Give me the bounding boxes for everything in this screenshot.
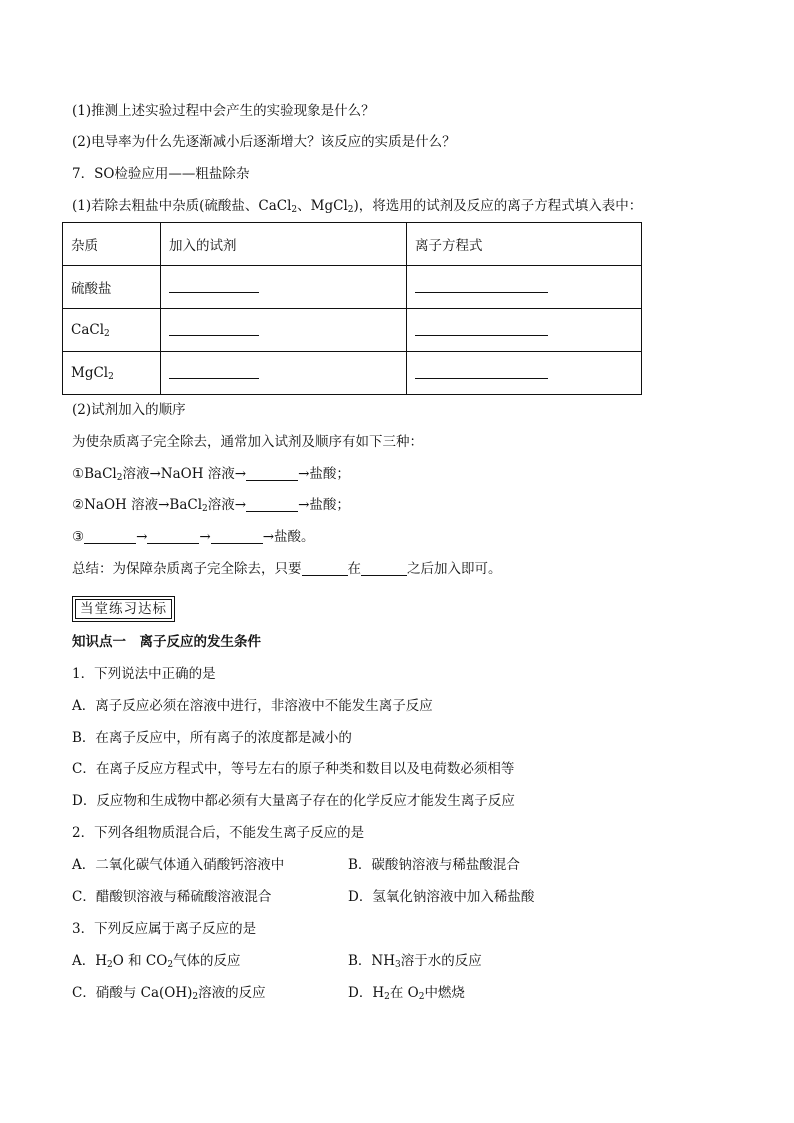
answer-blank[interactable] <box>147 529 199 544</box>
reagent-blank[interactable] <box>161 309 407 352</box>
reagent-blank[interactable] <box>161 266 407 309</box>
answer-blank[interactable] <box>211 529 263 544</box>
option-1b: B．在离子反应中，所有离子的浓度都是减小的 <box>72 730 352 746</box>
option-2d: D．氢氧化钠溶液中加入稀盐酸 <box>348 889 535 905</box>
practice-box-title: 当堂练习达标 <box>72 596 175 622</box>
order-summary: 总结：为保障杂质离子完全除去，只要 在 之后加入即可。 <box>72 561 502 577</box>
practice-question-3: 3．下列反应属于离子反应的是 <box>72 921 257 937</box>
order-option-2: ②NaOH 溶液→BaCl$_2$溶液→ →盐酸； <box>72 497 350 514</box>
option-3b: B．$NH_3$溶于水的反应 <box>348 953 482 970</box>
section-7-heading: 7．SO检验应用——粗盐除杂 <box>72 166 250 182</box>
answer-blank[interactable] <box>361 561 407 576</box>
impurity-cell: 硫酸盐 <box>63 266 161 309</box>
impurity-cell: MgCl$_2$ <box>63 352 161 395</box>
order-title: (2)试剂加入的顺序 <box>72 402 186 418</box>
question-2-text: (2)电导率为什么先逐渐减小后逐渐增大？该反应的实质是什么？ <box>72 134 456 150</box>
option-3a: A．$H_2O$ 和 $CO_2$气体的反应 <box>72 953 241 970</box>
answer-blank[interactable] <box>246 466 298 481</box>
option-2a: A．二氧化碳气体通入硝酸钙溶液中 <box>72 857 285 873</box>
answer-blank[interactable] <box>246 497 298 512</box>
option-1d: D．反应物和生成物中都必须有大量离子存在的化学反应才能发生离子反应 <box>72 793 515 809</box>
order-option-1: ①BaCl$_2$溶液→NaOH 溶液→ →盐酸； <box>72 466 350 483</box>
knowledge-point-heading: 知识点一 离子反应的发生条件 <box>72 634 261 650</box>
equation-blank[interactable] <box>407 266 642 309</box>
option-1c: C．在离子反应方程式中，等号左右的原子种类和数目以及电荷数必须相等 <box>72 761 515 777</box>
option-2b: B．碳酸钠溶液与稀盐酸混合 <box>348 857 520 873</box>
table-header-row <box>63 223 642 266</box>
equation-blank[interactable] <box>407 309 642 352</box>
table-row <box>63 309 642 352</box>
impurity-table <box>62 222 642 395</box>
table-row <box>63 352 642 395</box>
option-3c: C．硝酸与 $Ca(OH)_2$溶液的反应 <box>72 985 266 1002</box>
table-row <box>63 266 642 309</box>
header-impurity: 杂质 <box>63 223 161 266</box>
practice-question-2: 2．下列各组物质混合后，不能发生离子反应的是 <box>72 825 365 841</box>
question-1-text: (1)推测上述实验过程中会产生的实验现象是什么？ <box>72 103 375 119</box>
equation-blank[interactable] <box>407 352 642 395</box>
reagent-blank[interactable] <box>161 352 407 395</box>
order-option-3: ③ → → →盐酸。 <box>72 529 315 545</box>
order-intro: 为使杂质离子完全除去，通常加入试剂及顺序有如下三种： <box>72 434 423 450</box>
option-1a: A．离子反应必须在溶液中进行，非溶液中不能发生离子反应 <box>72 698 433 714</box>
header-reagent: 加入的试剂 <box>161 223 407 266</box>
option-3d: D．$H_2$在 $O_2$中燃烧 <box>348 985 465 1002</box>
option-2c: C．醋酸钡溶液与稀硫酸溶液混合 <box>72 889 272 905</box>
practice-question-1: 1．下列说法中正确的是 <box>72 666 216 682</box>
answer-blank[interactable] <box>302 561 348 576</box>
header-ionic-equation: 离子方程式 <box>407 223 642 266</box>
answer-blank[interactable] <box>84 529 136 544</box>
table-intro: (1)若除去粗盐中杂质(硫酸盐、CaCl$_2$、MgCl$_2$)，将选用的试剂及反应的离子方程式填入表中： <box>72 198 643 215</box>
impurity-cell: CaCl$_2$ <box>63 309 161 352</box>
